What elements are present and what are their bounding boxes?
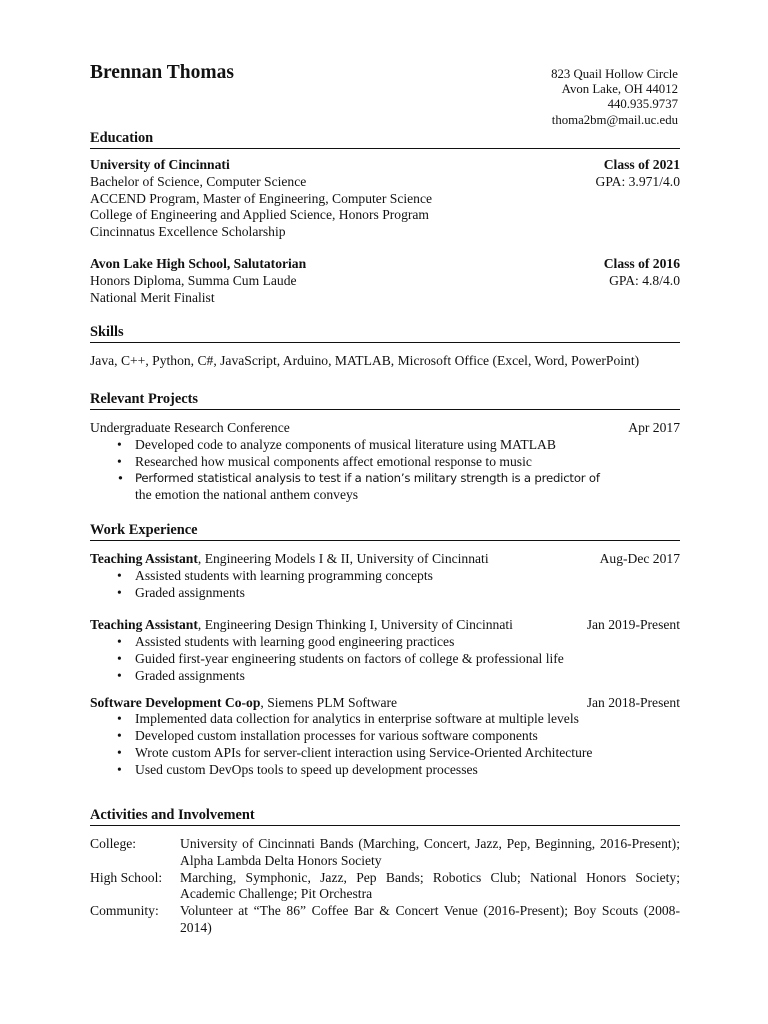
school-detail: Cincinnatus Excellence Scholarship bbox=[90, 224, 286, 240]
school-detail: National Merit Finalist bbox=[90, 289, 215, 305]
list-item-continuation: the emotion the national anthem conveys bbox=[135, 487, 359, 503]
job-date: Jan 2019-Present bbox=[586, 617, 680, 633]
job-bullets bbox=[90, 634, 680, 684]
school-gpa: GPA: 3.971/4.0 bbox=[595, 173, 680, 189]
school-avon-lake bbox=[90, 256, 680, 306]
activity-row bbox=[90, 836, 680, 870]
school-gpa: GPA: 4.8/4.0 bbox=[609, 272, 680, 288]
contact-block bbox=[551, 67, 678, 128]
skills-title: Skills bbox=[90, 323, 680, 343]
education-section bbox=[90, 129, 680, 306]
job-org: , Siemens PLM Software bbox=[260, 694, 398, 710]
school-detail: College of Engineering and Applied Science, Honors Program bbox=[90, 207, 430, 223]
work-section bbox=[90, 521, 680, 779]
school-name: Avon Lake High School, Salutatorian bbox=[90, 255, 307, 271]
activity-text: Volunteer at “The 86” Coffee Bar & Concert Venue (2016-Present); Boy Scouts (2008-2014) bbox=[180, 903, 680, 935]
list-item: • Implemented data collection for analytics in enterprise software at multiple levels bbox=[135, 711, 680, 728]
list-item: • Graded assignments bbox=[135, 585, 680, 602]
skills-list: Java, C++, Python, C#, JavaScript, Arduino, MATLAB, Microsoft Office (Excel, Word, PowerPoint) bbox=[90, 353, 640, 368]
projects-title: Relevant Projects bbox=[90, 390, 680, 410]
activity-label: College: bbox=[90, 836, 137, 851]
activity-text: Marching, Symphonic, Jazz, Pep Bands; Robotics Club; National Honors Society; Academic Challenge; Pit Orchestra bbox=[180, 869, 680, 902]
email-address: thoma2bm@mail.uc.edu bbox=[551, 112, 678, 127]
job-bullets bbox=[90, 568, 680, 602]
address-line-1: 823 Quail Hollow Circle bbox=[551, 67, 678, 81]
activities-title: Activities and Involvement bbox=[90, 806, 680, 826]
phone-number: 440.935.9737 bbox=[607, 97, 678, 112]
list-item: • Researched how musical components affect emotional response to music bbox=[135, 454, 680, 471]
list-item: • Wrote custom APIs for server-client interaction using Service-Oriented Architecture bbox=[135, 745, 680, 762]
school-detail: ACCEND Program, Master of Engineering, Computer Science bbox=[90, 190, 433, 206]
list-item: • Developed custom installation processes for various software components bbox=[135, 728, 680, 745]
project-date: Apr 2017 bbox=[628, 420, 680, 435]
address-line-2: Avon Lake, OH 44012 bbox=[561, 82, 678, 97]
list-item: • Used custom DevOps tools to speed up development processes bbox=[135, 762, 680, 779]
school-name: University of Cincinnati bbox=[90, 157, 230, 172]
list-item: • Assisted students with learning good engineering practices bbox=[135, 634, 680, 651]
project-name: Undergraduate Research Conference bbox=[90, 420, 290, 435]
job-bullets bbox=[90, 711, 680, 778]
education-title: Education bbox=[90, 129, 680, 149]
job-role: Software Development Co-op bbox=[90, 694, 261, 710]
job-role: Teaching Assistant bbox=[90, 617, 198, 633]
list-item: • Guided first-year engineering students on factors of college & professional life bbox=[135, 651, 680, 668]
job-item bbox=[90, 551, 680, 601]
list-item: • Graded assignments bbox=[135, 668, 680, 685]
school-detail: Honors Diploma, Summa Cum Laude bbox=[90, 272, 297, 288]
job-item bbox=[90, 695, 680, 779]
projects-section bbox=[90, 390, 680, 504]
activity-row bbox=[90, 903, 680, 937]
project-bullets bbox=[90, 437, 680, 487]
project-item bbox=[90, 420, 680, 504]
job-org: , Engineering Models I & II, University of Cincinnati bbox=[197, 551, 489, 566]
work-title: Work Experience bbox=[90, 521, 680, 541]
job-role: Teaching Assistant bbox=[90, 551, 198, 566]
school-detail: Bachelor of Science, Computer Science bbox=[90, 173, 307, 189]
job-date: Jan 2018-Present bbox=[586, 694, 680, 710]
job-date: Aug-Dec 2017 bbox=[599, 551, 680, 566]
list-item: • Assisted students with learning programming concepts bbox=[135, 568, 680, 585]
skills-section bbox=[90, 323, 680, 370]
activities-section bbox=[90, 806, 680, 937]
activity-text: University of Cincinnati Bands (Marching, Concert, Jazz, Pep, Beginning, 2016-Present); Alpha Lambda Delta Honors Society bbox=[180, 836, 680, 868]
school-uc bbox=[90, 157, 680, 241]
list-item: • Performed statistical analysis to test if a nation’s military strength is a predictor of bbox=[135, 470, 680, 487]
job-org: , Engineering Design Thinking I, University of Cincinnati bbox=[197, 617, 513, 633]
candidate-name: Brennan Thomas bbox=[90, 62, 234, 83]
job-item bbox=[90, 617, 680, 684]
list-item: • Developed code to analyze components of musical literature using MATLAB bbox=[135, 437, 680, 454]
activity-label: Community: bbox=[90, 903, 159, 919]
activity-label: High School: bbox=[90, 869, 163, 885]
school-class: Class of 2021 bbox=[603, 157, 680, 172]
school-class: Class of 2016 bbox=[603, 255, 680, 271]
activities-table bbox=[90, 836, 680, 937]
activity-row bbox=[90, 870, 680, 904]
